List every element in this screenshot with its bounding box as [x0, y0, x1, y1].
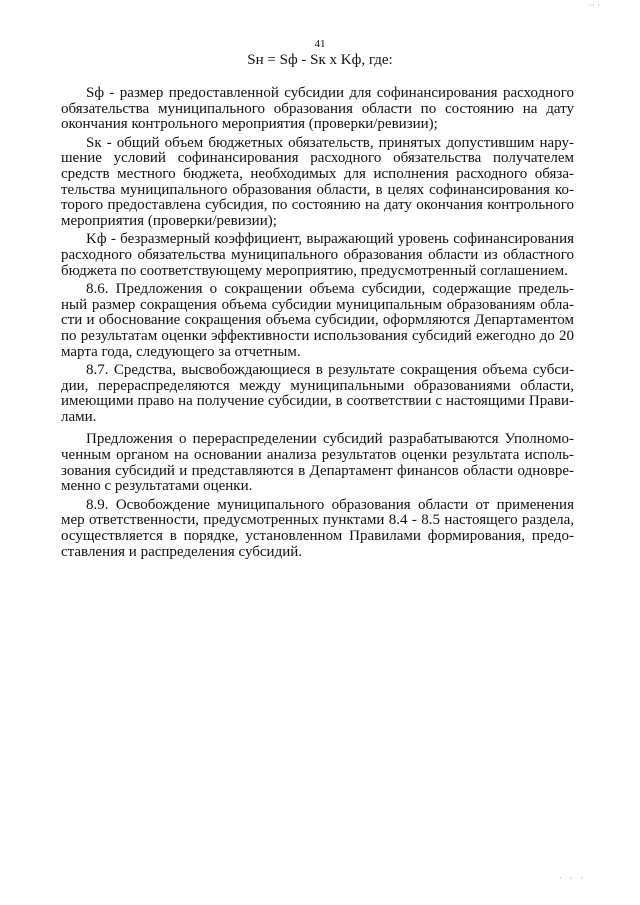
paragraph-redistribution [61, 432, 574, 494]
text-line: обязательства муниципального образования области по состоянию на дату [61, 100, 574, 117]
text-line: Kф - безразмерный коэффициент, выражающий уровень софинансирования [86, 231, 574, 248]
text-line: бюджета по соответствующему мероприятию, предусмотренный соглашением. [61, 262, 568, 279]
paragraph-8-6 [61, 282, 574, 360]
text-line: средств местного бюджета, необходимых для исполнения расходного обяза- [61, 165, 574, 182]
paragraph-8-9 [61, 498, 574, 560]
scan-corner-mark: ·· · [588, 0, 600, 10]
formula-line: Sн = Sф - Sк x Kф, где: [247, 52, 393, 68]
text-line: 8.9. Освобождение муниципального образования области от применения [86, 496, 574, 513]
text-line: мер ответственности, предусмотренных пунктами 8.4 - 8.5 настоящего раздела, [61, 512, 574, 529]
text-line: сти и обоснование сокращения объема субсидии, оформляются Департаментом [61, 312, 574, 329]
text-line: мероприятия (проверки/ревизии); [61, 212, 277, 229]
text-line: расходного обязательства муниципального образования области из областного [61, 246, 574, 263]
document-body [61, 86, 574, 560]
scan-bottom-mark: · · · [559, 874, 586, 883]
paragraph-sk-definition [61, 136, 574, 230]
text-line: окончания контрольного мероприятия (проверки/ревизии); [61, 116, 438, 133]
paragraph-sf-definition [61, 86, 574, 133]
text-line: 8.7. Средства, высвобождающиеся в результате сокращения объема субси- [86, 362, 574, 379]
text-line: менно с результатами оценки. [61, 478, 253, 495]
paragraph-kf-definition [61, 232, 574, 279]
text-line: шение условий софинансирования расходного обязательства получателем [61, 150, 574, 167]
text-line: осуществляется в порядке, установленном Правилами формирования, предо- [61, 528, 574, 545]
text-line: лами. [61, 408, 97, 425]
page-number: 41 [314, 38, 326, 50]
text-line: зования субсидий и представляются в Департамент финансов области одновре- [61, 462, 574, 479]
text-line: имеющими право на получение субсидии, в соответствии с настоящими Прави- [61, 393, 574, 410]
text-line: Sк - общий объем бюджетных обязательств, принятых допустившим нару- [86, 134, 574, 151]
text-line: тельства муниципального образования области, в целях софинансирования ко- [61, 181, 574, 198]
text-line: марта года, следующего за отчетным. [61, 343, 301, 360]
text-line: по результатам оценки эффективности использования субсидий ежегодно до 20 [61, 327, 574, 344]
paragraph-8-7 [61, 363, 574, 425]
text-line: дии, перераспределяются между муниципальными образованиями области, [61, 377, 574, 394]
text-line: ный размер сокращения объема субсидии муниципальным образованиям обла- [61, 296, 574, 313]
text-line: Предложения о перераспределении субсидий разрабатываются Уполномо- [86, 431, 574, 448]
text-line: Sф - размер предоставленной субсидии для софинансирования расходного [86, 85, 574, 101]
text-line: 8.6. Предложения о сокращении объема субсидии, содержащие предель- [86, 281, 574, 298]
text-line: торого предоставлена субсидия, по состоянию на дату окончания контрольного [61, 197, 574, 214]
text-line: ченным органом на основании анализа результатов оценки результата исполь- [61, 447, 574, 464]
text-line: ставления и распределения субсидий. [61, 543, 303, 560]
